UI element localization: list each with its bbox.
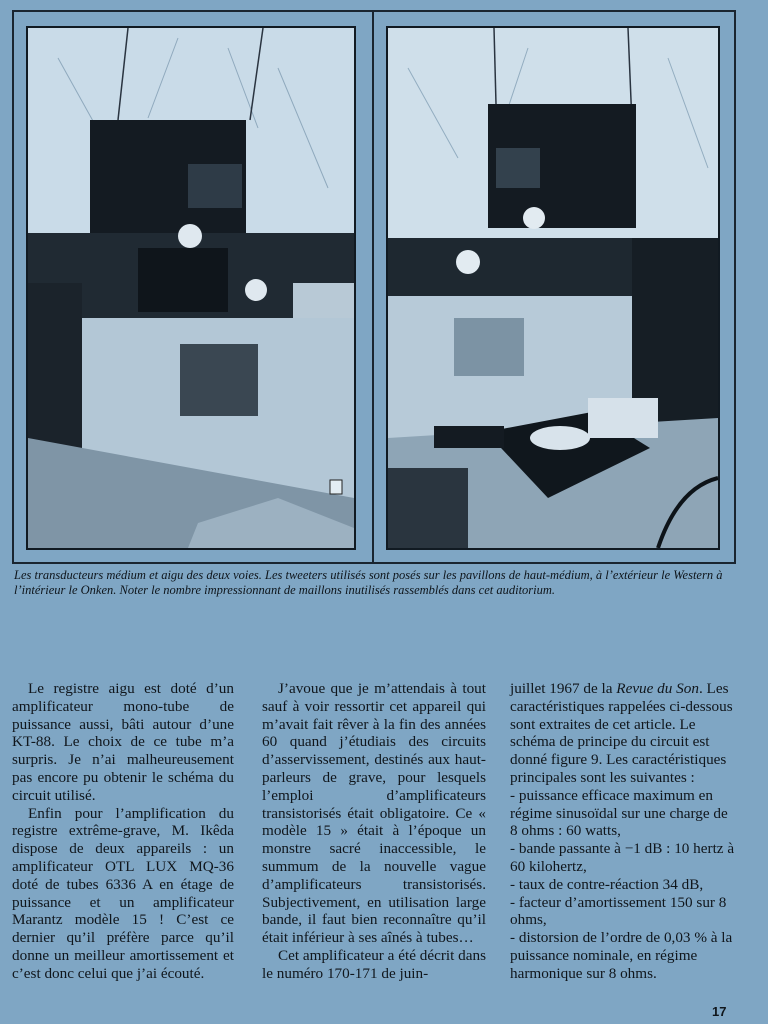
spec-item: - bande passante à −1 dB : 10 hertz à 60 kilohertz, [510, 840, 735, 875]
page-number: 17 [712, 1004, 727, 1019]
paragraph: Enfin pour l’amplification du registre extrême-grave, M. Ikêda dispose de deux appareils : un amplificateur OTL LUX MQ-36 doté de tubes 6336 A en étage de puissance et un amplificateur Marantz modèle 15 ! C’est ce dernier qu’il préfère parce qu’il donne un meilleur amortissement et c’est donc celui que j’ai écouté. [12, 804, 234, 982]
paragraph-intro [510, 680, 736, 787]
photo-right-horn-speakers [386, 26, 720, 550]
text-column-1 [12, 680, 234, 983]
paragraph: J’avoue que je m’attendais à tout sauf à voir ressortir cet appareil qui m’avait fait rêver à la fin des années 60 quand j’étudiais des circuits d’asservissement, destinés aux haut-parleurs de grave, pour lesquels l’emploi d’amplificateurs transistorisés était obligatoire. Ce « modèle 15 » était à l’époque un monstre sacré inaccessible, le summum de la nouvelle vague d’amplificateurs transistorisés. Subjectivement, en utilisation large bande, il faut bien reconnaître qu’il était inférieur à ses aînés à tubes… [262, 680, 486, 947]
figure-frame [12, 10, 736, 564]
photo-left-horn-speakers [26, 26, 356, 550]
spec-item: - facteur d’amortissement 150 sur 8 ohms, [510, 893, 727, 929]
figure-caption: Les transducteurs médium et aigu des deux voies. Les tweeters utilisés sont posés sur les pavillons de haut-médium, à l’extérieur le Western à l’intérieur le Onken. Noter le nombre impressionnant de maillons inutilisés rassemblés dans cet auditorium. [14, 568, 723, 597]
text-column-2 [262, 680, 486, 983]
photo-divider [372, 12, 374, 562]
photo-right-image [388, 28, 718, 548]
photo-left-image [28, 28, 354, 548]
journal-title: Revue du Son [616, 680, 699, 697]
paragraph: Le registre aigu est doté d’un amplificateur mono-tube de puissance aussi, bâti autour d’une KT-88. Le choix de ce tube m’a surpris. Je n’ai malheureusement pas encore pu obtenir le schéma du circuit utilisé. [12, 680, 234, 804]
intro-text-before: juillet 1967 de la [510, 680, 617, 697]
intro-text-after: . Les caractéristiques rappelées ci-dessous sont extraites de cet article. Le schéma de principe du circuit est donné figure 9. Les caractéristiques principales sont les suivantes : [510, 680, 733, 786]
paragraph: Cet amplificateur a été décrit dans le numéro 170-171 de juin- [262, 946, 486, 982]
text-column-3 [510, 680, 736, 983]
spec-item: - puissance efficace maximum en régime sinusoïdal sur une charge de 8 ohms : 60 watts, [510, 786, 728, 840]
spec-item: - distorsion de l’ordre de 0,03 % à la puissance nominale, en régime harmonique sur 8 ohms. [510, 929, 733, 982]
spec-item: - taux de contre-réaction 34 dB, [510, 875, 704, 893]
